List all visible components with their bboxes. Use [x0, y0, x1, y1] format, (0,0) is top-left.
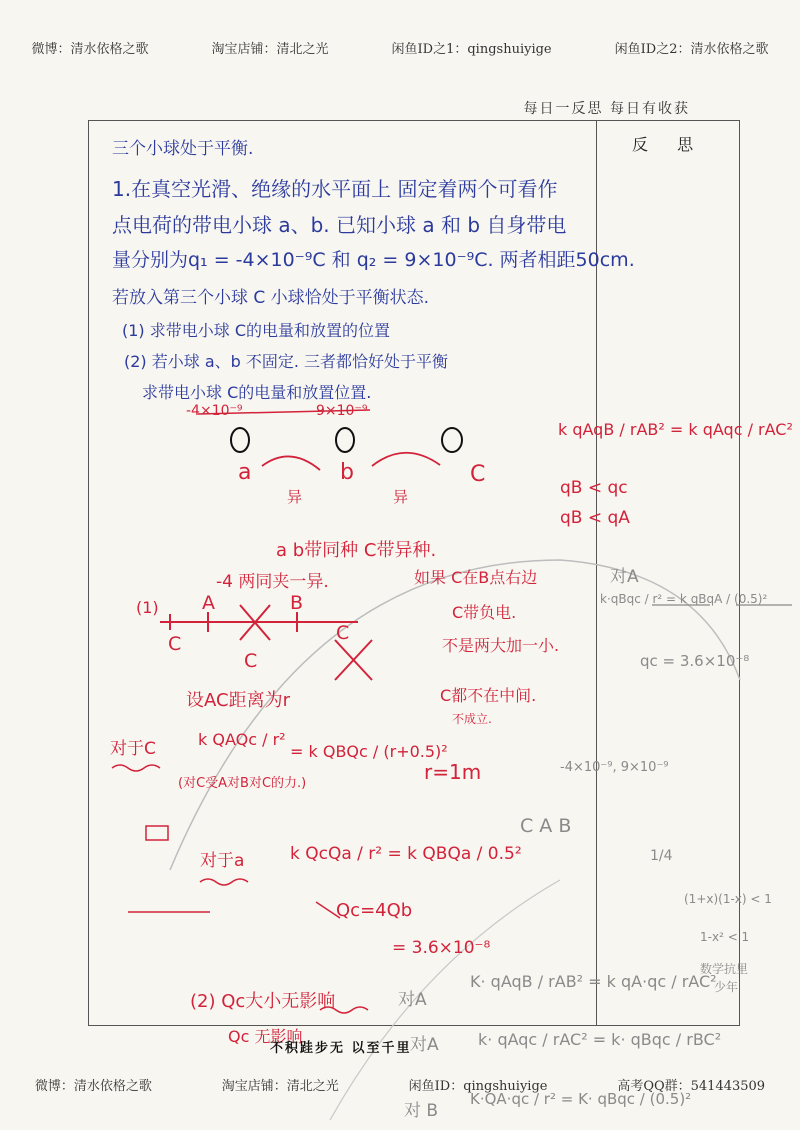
- bottom-banner: [0, 1075, 800, 1094]
- footer-qq-group: 高考QQ群：541443509: [617, 1079, 766, 1094]
- for-a-label: 对于a: [200, 851, 245, 871]
- set-ac-note: 设AC距离为r: [186, 690, 290, 711]
- question-subpart-2: (2) 若小球 a、b 不固定. 三者都恰好处于平衡: [124, 352, 449, 371]
- banner-xianyu-1: 闲鱼ID之1：qingshuiyige: [391, 42, 552, 57]
- pencil-fraction: 1/4: [650, 848, 673, 864]
- banner-weibo: 微博：清水依格之歌: [31, 42, 149, 57]
- ball-a: [231, 428, 249, 452]
- banner-taobao: 淘宝店铺：清北之光: [211, 42, 329, 57]
- footer-motto: 不积跬步无 以至千里: [270, 1041, 412, 1056]
- to-b-label: 对 B: [404, 1101, 439, 1121]
- ball-c: [442, 428, 462, 452]
- pencil-math-note-2: 少年: [714, 980, 739, 994]
- point-B: B: [290, 592, 304, 614]
- equation-1-right: = k QBQc / (r+0.5)²: [290, 742, 448, 761]
- opposite-2: 异: [393, 488, 409, 506]
- part2-label: (2) Qc大小无影响: [190, 991, 336, 1012]
- reflection-label: 反 思: [632, 135, 706, 154]
- two-same-note: -4 两同夹一异.: [216, 572, 329, 592]
- ball-b: [336, 428, 354, 452]
- not-both-note: 不是两大加一小.: [442, 636, 560, 655]
- opposite-1: 异: [287, 488, 303, 506]
- equation-3: K· qAqB / rAB² = k qA·qc / rAC²: [470, 972, 717, 991]
- c-negative-note: C带负电.: [452, 603, 517, 622]
- part1-label: (1): [136, 598, 159, 617]
- pencil-order: C A B: [520, 815, 572, 837]
- question-line-3: 量分别为q₁ = -4×10⁻⁹C 和 q₂ = 9×10⁻⁹C. 两者相距50cm.: [112, 249, 635, 271]
- qc-value: = 3.6×10⁻⁸: [392, 938, 491, 958]
- to-a-label-2: 对A: [410, 1035, 439, 1055]
- charge-b-note: 9×10⁻⁹: [316, 403, 368, 419]
- equation-1-left: k QAQc / r²: [198, 730, 286, 749]
- scribble-box: [146, 826, 168, 840]
- charge-a-note: -4×10⁻⁹: [186, 403, 243, 419]
- point-C-mid: C: [244, 650, 258, 672]
- if-c-right-note: 如果 C在B点右边: [414, 568, 538, 587]
- question-title: 三个小球处于平衡.: [112, 139, 254, 159]
- not-hold-note: 不成立.: [452, 712, 492, 726]
- to-a-label-1: 对A: [398, 990, 427, 1010]
- label-c: C: [470, 462, 486, 487]
- daily-motto: 每日一反思 每日有收获: [523, 101, 690, 117]
- point-C-right: C: [336, 622, 350, 644]
- question-line-1: 1.在真空光滑、绝缘的水平面上 固定着两个可看作: [112, 177, 558, 201]
- reflect-equation-1: k qAqB / rAB² = k qAqc / rAC²: [558, 420, 793, 439]
- squiggle-1: [112, 765, 160, 771]
- footer-xianyu: 闲鱼ID：qingshuiyige: [408, 1079, 548, 1094]
- question-line-4: 若放入第三个小球 C 小球恰处于平衡状态.: [112, 288, 430, 308]
- pencil-inequality-1: (1+x)(1-x) < 1: [684, 892, 772, 906]
- reflect-to-a: 对A: [610, 567, 639, 587]
- reflect-ineq-1: qB < qc: [560, 478, 628, 498]
- equation-5: K·QA·qc / r² = K· qBqc / (0.5)²: [470, 1090, 692, 1108]
- r-result: r=1m: [424, 760, 482, 784]
- note-force-c: (对C受A对B对C的力.): [178, 776, 307, 791]
- arc-b-c: [372, 453, 440, 466]
- question-line-2: 点电荷的带电小球 a、b. 已知小球 a 和 b 自身带电: [112, 213, 567, 237]
- label-b: b: [340, 460, 354, 485]
- footer-weibo: 微博：清水依格之歌: [34, 1079, 152, 1094]
- question-subpart-1: (1) 求带电小球 C的电量和放置的位置: [122, 321, 391, 340]
- point-C-left: C: [168, 633, 182, 655]
- squiggle-2: [200, 879, 248, 885]
- part2-note: Qc 无影响: [228, 1027, 303, 1046]
- question-subpart-2b: 求带电小球 C的电量和放置位置.: [142, 383, 372, 402]
- footer-taobao: 淘宝店铺：清北之光: [221, 1079, 339, 1094]
- reflect-equation-2: k·qBqc / r² = k qBqA / (0.5)²: [600, 592, 768, 606]
- arc-a-b: [262, 456, 320, 470]
- point-A: A: [202, 592, 215, 614]
- pencil-charges: -4×10⁻⁹, 9×10⁻⁹: [560, 760, 669, 775]
- pencil-math-note: 数学抗里: [700, 962, 749, 976]
- qc-4qb: Qc=4Qb: [336, 900, 413, 921]
- banner-xianyu-2: 闲鱼ID之2：清水依格之歌: [614, 42, 769, 57]
- reflect-ineq-2: qB < qA: [560, 508, 630, 528]
- equation-2: k QcQa / r² = k QBQa / 0.5²: [290, 844, 522, 864]
- for-c-label: 对于C: [110, 739, 156, 759]
- c-not-middle-note: C都不在中间.: [440, 686, 537, 705]
- equation-4: k· qAqc / rAC² = k· qBqc / rBC²: [478, 1030, 722, 1049]
- pencil-inequality-2: 1-x² < 1: [700, 930, 750, 944]
- same-kind-note: a b带同种 C带异种.: [276, 540, 437, 561]
- label-a: a: [238, 460, 252, 485]
- reflect-qc: qc = 3.6×10⁻⁸: [640, 652, 750, 670]
